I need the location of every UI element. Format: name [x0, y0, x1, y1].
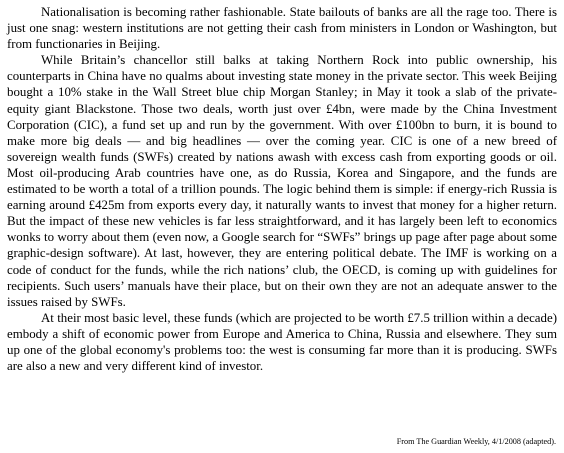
paragraph-1: Nationalisation is becoming rather fashionable. State bailouts of banks are all the rage too. There is just one snag: western institutions are not getting their cash from ministers in London or Washington, but from functionaries in Beijing. [7, 5, 557, 52]
paragraph-2: While Britain’s chancellor still balks at taking Northern Rock into public ownership, his counterparts in China have no qualms about investing state money in the private sector. This week Beijing bought a 10% stake in the Wall Street blue chip Morgan Stanley; in May it took a slab of the private-equity giant Blackstone. Those two deals, worth just over £4bn, were made by the China Investment Corporation (CIC), a fund set up and run by the government. With over £100bn to burn, it is bound to make more big deals — and big headlines — over the coming year. CIC is one of a new breed of sovereign wealth funds (SWFs) created by nations awash with excess cash from exporting goods or oil. Most oil-producing Arab countries have one, as do Russia, Korea and Singapore, and the funds are estimated to be worth a total of a trillion pounds. The logic behind them is simple: if energy-rich Russia is earning around £425m from exports every day, it naturally wants to invest that money for a higher return. But the impact of these new vehicles is far less straightforward, and it has largely been left to economics wonks to worry about them (even now, a Google search for “SWFs” brings up page after page about some graphic-design software). At last, however, they are entering political debate. The IMF is working on a code of conduct for the funds, while the rich nations’ club, the OECD, is coming up with guidelines for recipients. Such users’ manuals have their place, but on their own they are not an adequate answer to the issues raised by SWFs. [7, 53, 557, 309]
article-body [7, 4, 557, 374]
paragraph-3: At their most basic level, these funds (which are projected to be worth £7.5 trillion within a decade) embody a shift of economic power from Europe and America to China, Russia and elsewhere. They sum up one of the global economy's problems too: the west is consuming far more than it is producing. SWFs are also a new and very different kind of investor. [7, 310, 557, 374]
source-citation: From The Guardian Weekly, 4/1/2008 (adapted). [396, 437, 556, 446]
